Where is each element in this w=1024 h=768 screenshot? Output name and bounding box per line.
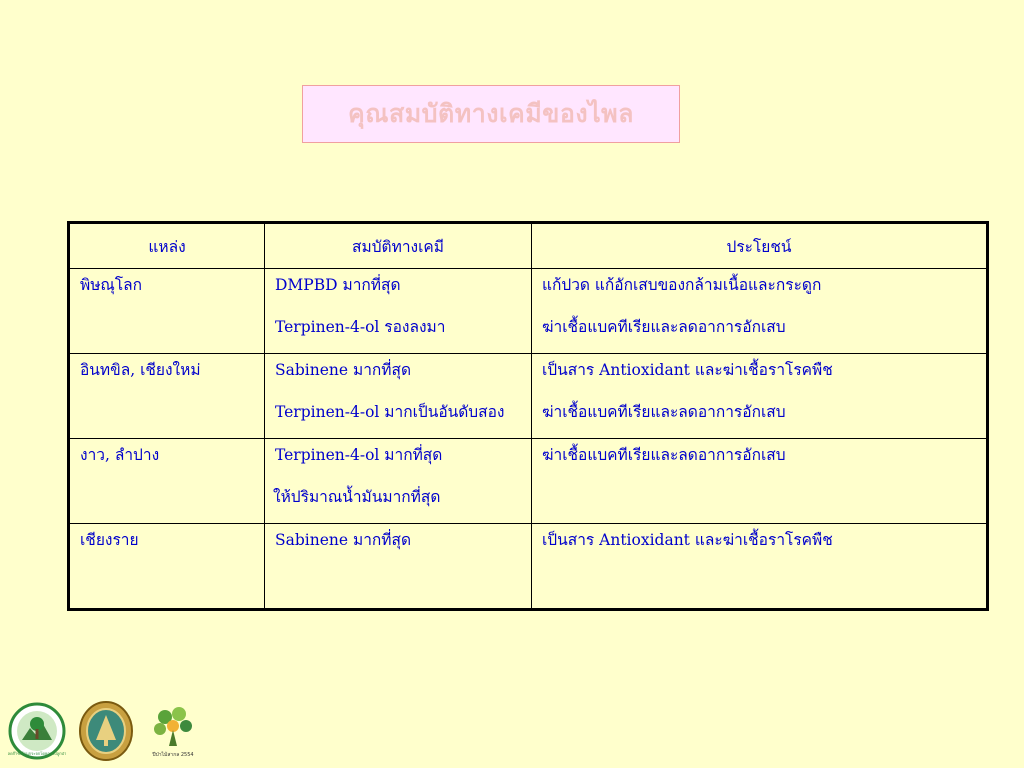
forestry-department-seal xyxy=(78,700,134,762)
reforestation-logo xyxy=(8,702,66,760)
cell-properties xyxy=(265,524,532,610)
property-line: Sabinene มากที่สุด xyxy=(275,531,412,549)
benefit-line: เป็นสาร Antioxidant และฆ่าเชื้อราโรคพืช xyxy=(542,361,833,379)
cell-source xyxy=(69,439,265,524)
header-benefits: ประโยชน์ xyxy=(532,223,988,269)
property-line: DMPBD มากที่สุด xyxy=(275,276,401,294)
logo-3-text: ปีป่าไม้สากล 2554 xyxy=(152,752,194,758)
property-line: Terpinen-4-ol มากที่สุด xyxy=(275,446,443,464)
cell-benefits xyxy=(532,269,988,354)
benefit-line: เป็นสาร Antioxidant และฆ่าเชื้อราโรคพืช xyxy=(542,531,833,549)
cell-benefits xyxy=(532,524,988,610)
property-line: ให้ปริมาณน้ำมันมากที่สุด xyxy=(273,488,441,506)
logo-1-text: ลดก๊าซเรือนกระจกโดยการปลูกป่า xyxy=(8,751,66,756)
benefit-line: แก้ปวด แก้อักเสบของกล้ามเนื้อและกระดูก xyxy=(542,276,822,294)
table-row xyxy=(69,524,988,610)
table-row xyxy=(69,354,988,439)
cell-source xyxy=(69,524,265,610)
benefit-line: ฆ่าเชื้อแบคทีเรียและลดอาการอักเสบ xyxy=(542,318,786,336)
table-row xyxy=(69,439,988,524)
international-forest-year-logo xyxy=(148,702,198,760)
table-header-row xyxy=(69,223,988,269)
cell-properties xyxy=(265,269,532,354)
footer-logos xyxy=(0,700,210,760)
cell-properties xyxy=(265,354,532,439)
cell-benefits xyxy=(532,439,988,524)
cell-source xyxy=(69,269,265,354)
cell-benefits xyxy=(532,354,988,439)
benefit-line: ฆ่าเชื้อแบคทีเรียและลดอาการอักเสบ xyxy=(542,403,786,421)
header-source: แหล่ง xyxy=(69,223,265,269)
source-text: พิษณุโลก xyxy=(80,276,143,294)
source-text: อินทขิล, เชียงใหม่ xyxy=(80,361,201,379)
slide-title-box xyxy=(302,85,680,143)
benefit-line: ฆ่าเชื้อแบคทีเรียและลดอาการอักเสบ xyxy=(542,446,786,464)
source-text: งาว, ลำปาง xyxy=(80,446,160,464)
header-properties: สมบัติทางเคมี xyxy=(265,223,532,269)
cell-source xyxy=(69,354,265,439)
property-line: Terpinen-4-ol รองลงมา xyxy=(275,318,446,336)
property-line: Sabinene มากที่สุด xyxy=(275,361,412,379)
cell-properties xyxy=(265,439,532,524)
property-line: Terpinen-4-ol มากเป็นอันดับสอง xyxy=(275,403,505,421)
source-text: เชียงราย xyxy=(80,531,139,549)
table-row xyxy=(69,269,988,354)
slide-title: คุณสมบัติทางเคมีของไพล xyxy=(348,99,634,128)
chemical-properties-table xyxy=(67,221,989,611)
